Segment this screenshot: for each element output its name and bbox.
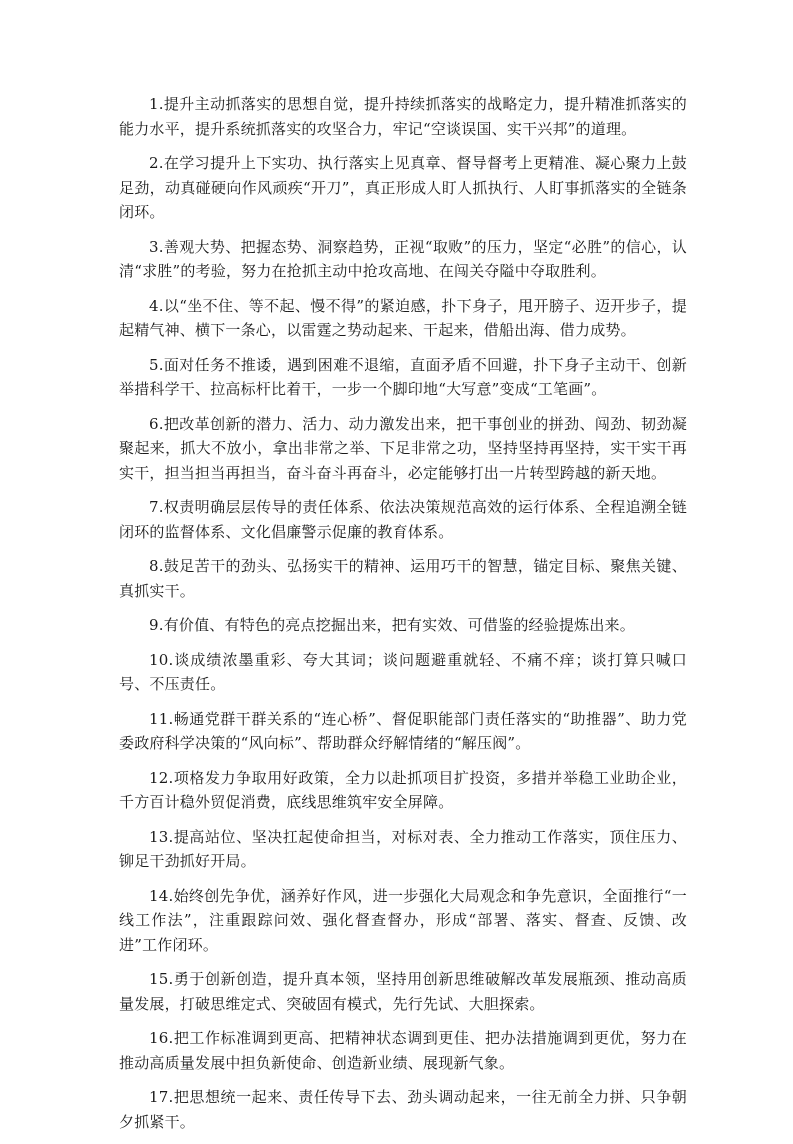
paragraph-17: 17.把思想统一起来、责任传导下去、劲头调动起来，一往无前全力拼、只争朝夕抓紧干。 bbox=[119, 1088, 687, 1131]
paragraph-15: 15.勇于创新创造，提升真本领，坚持用创新思维破解改革发展瓶颈、推动高质量发展，打破思维定式、突破固有模式，先行先试、大胆探索。 bbox=[119, 970, 687, 1013]
paragraph-7: 7.权责明确层层传导的责任体系、依法决策规范高效的运行体系、全程追溯全链闭环的监督体系、文化倡廉警示促廉的教育体系。 bbox=[119, 498, 687, 541]
paragraph-8: 8.鼓足苦干的劲头、弘扬实干的精神、运用巧干的智慧，锚定目标、聚焦关键、真抓实干。 bbox=[119, 557, 687, 600]
paragraph-11: 11.畅通党群干群关系的“连心桥”、督促职能部门责任落实的“助推器”、助力党委政府科学决策的“风向标”、帮助群众纾解情绪的“解压阀”。 bbox=[119, 709, 687, 752]
paragraph-13: 13.提高站位、坚决扛起使命担当，对标对表、全力推动工作落实，顶住压力、铆足干劲抓好开局。 bbox=[119, 827, 687, 870]
paragraph-2: 2.在学习提升上下实功、执行落实上见真章、督导督考上更精准、凝心聚力上鼓足劲，动真碰硬向作风顽疾“开刀”，真正形成人盯人抓执行、人盯事抓落实的全链条闭环。 bbox=[119, 154, 687, 221]
paragraph-14: 14.始终创先争优，涵养好作风，进一步强化大局观念和争先意识，全面推行“一线工作法”，注重跟踪问效、强化督查督办，形成“部署、落实、督查、反馈、改进”工作闭环。 bbox=[119, 886, 687, 954]
paragraph-6: 6.把改革创新的潜力、活力、动力激发出来，把干事创业的拼劲、闯劲、韧劲凝聚起来，抓大不放小，拿出非常之举、下足非常之功，坚持坚持再坚持，实干实干再实干，担当担当再担当，奋斗奋斗再奋斗，必定能够打出一片转型跨越的新天地。 bbox=[119, 414, 687, 482]
paragraph-1: 1.提升主动抓落实的思想自觉，提升持续抓落实的战略定力，提升精准抓落实的能力水平，提升系统抓落实的攻坚合力，牢记“空谈误国、实干兴邦”的道理。 bbox=[119, 95, 687, 138]
paragraph-4: 4.以“坐不住、等不起、慢不得”的紧迫感，扑下身子，甩开膀子、迈开步子，提起精气神、横下一条心，以雷霆之势动起来、干起来，借船出海、借力成势。 bbox=[119, 296, 687, 339]
paragraph-12: 12.项格发力争取用好政策，全力以赴抓项目扩投资，多措并举稳工业助企业，千方百计稳外贸促消费，底线思维筑牢安全屏障。 bbox=[119, 768, 687, 811]
paragraph-9: 9.有价值、有特色的亮点挖掘出来，把有实效、可借鉴的经验提炼出来。 bbox=[149, 616, 635, 634]
paragraph-10: 10.谈成绩浓墨重彩、夸大其词；谈问题避重就轻、不痛不痒；谈打算只喊口号、不压责任。 bbox=[119, 650, 687, 693]
paragraph-16: 16.把工作标准调到更高、把精神状态调到更佳、把办法措施调到更优，努力在推动高质量发展中担负新使命、创造新业绩、展现新气象。 bbox=[119, 1029, 687, 1072]
paragraph-3: 3.善观大势、把握态势、洞察趋势，正视“取败”的压力，坚定“必胜”的信心，认清“求胜”的考验，努力在抢抓主动中抢攻高地、在闯关夺隘中夺取胜利。 bbox=[119, 237, 687, 280]
document-body bbox=[119, 92, 687, 1144]
paragraph-5: 5.面对任务不推诿，遇到困难不退缩，直面矛盾不回避，扑下身子主动干、创新举措科学干、拉高标杆比着干，一步一个脚印地“大写意”变成“工笔画”。 bbox=[119, 355, 687, 398]
